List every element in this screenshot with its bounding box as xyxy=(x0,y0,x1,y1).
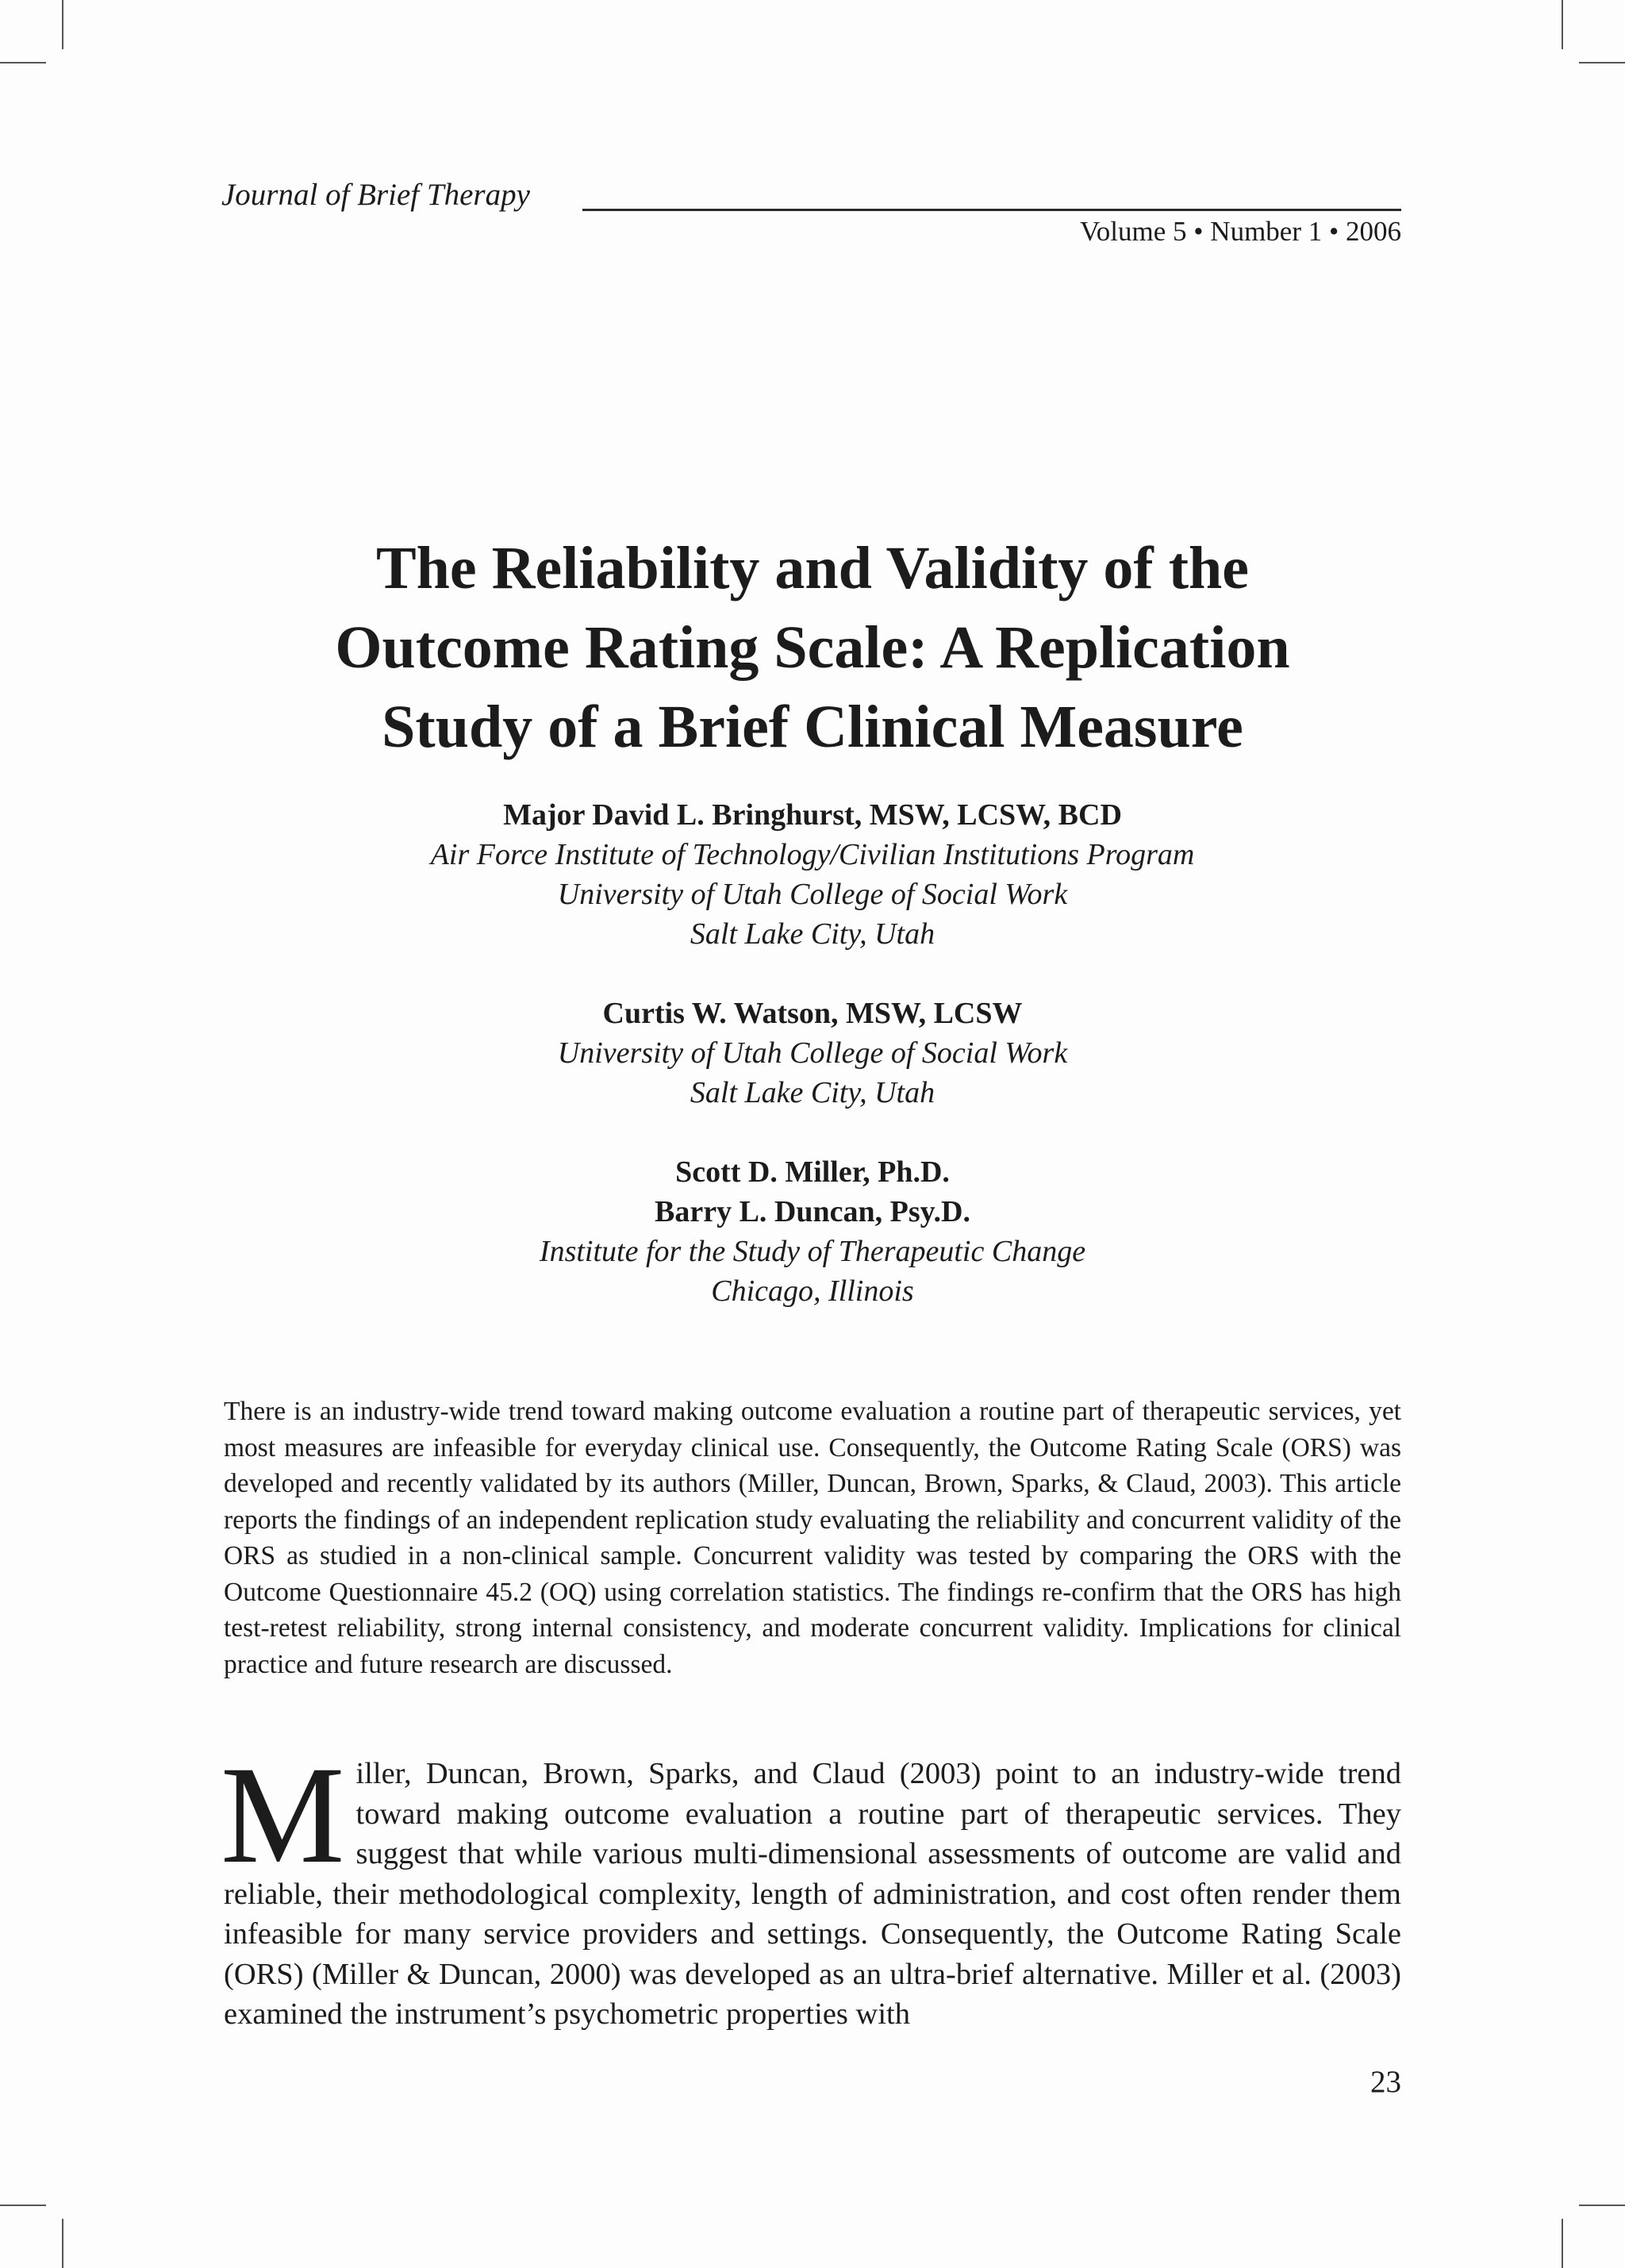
author-affiliation: University of Utah College of Social Work xyxy=(557,1036,1068,1070)
crop-mark xyxy=(1579,2205,1625,2206)
crop-mark xyxy=(1562,2219,1563,2268)
crop-mark xyxy=(62,2219,63,2268)
body-text: iller, Duncan, Brown, Sparks, and Claud (2003) point to an industry-wide trend toward making outcome evaluation a routine part of therapeutic services. They suggest that while various multi-dimensional assessments of outcome are valid and reliable, their methodological complexity, length of administration, and cost often render them infeasible for many service providers and settings. Consequently, the Outcome Rating Scale (ORS) (Miller & Duncan, 2000) was developed as an ultra-brief alternative. Miller et al. (2003) examined the instrument’s psychometric properties with xyxy=(224,1757,1401,2031)
author-name: Major David L. Bringhurst, MSW, LCSW, BCD xyxy=(503,798,1122,832)
author-affiliation: Air Force Institute of Technology/Civilian Institutions Program xyxy=(430,838,1195,871)
journal-name: Journal of Brief Therapy xyxy=(221,178,530,212)
abstract: There is an industry-wide trend toward making outcome evaluation a routine part of therapeutic services, yet most measures are infeasible for everyday clinical use. Consequently, the Outcome Rating Scale (ORS) was developed and recently validated by its authors (Miller, Duncan, Brown, Sparks, & Claud, 2003). This article reports the findings of an independent replication study evaluating the reliability and concurrent validity of the ORS as studied in a non-clinical sample. Concurrent validity was tested by comparing the ORS with the Outcome Questionnaire 45.2 (OQ) using correlation statistics. The findings re-confirm that the ORS has high test-retest reliability, strong internal consistency, and moderate concurrent validity. Implications for clinical practice and future research are discussed. xyxy=(224,1397,1401,1679)
article-title xyxy=(182,529,1443,767)
title-line: Outcome Rating Scale: A Replication xyxy=(335,614,1290,681)
body-paragraph xyxy=(221,1738,1401,2035)
author-affiliation: Salt Lake City, Utah xyxy=(690,917,935,951)
author-name: Curtis W. Watson, MSW, LCSW xyxy=(602,997,1023,1030)
volume-info: Volume 5 • Number 1 • 2006 xyxy=(1080,216,1401,247)
title-line: The Reliability and Validity of the xyxy=(375,535,1250,602)
author-affiliation: Institute for the Study of Therapeutic Change xyxy=(539,1235,1086,1268)
crop-mark xyxy=(0,2205,46,2206)
crop-mark xyxy=(1562,0,1563,49)
title-line: Study of a Brief Clinical Measure xyxy=(382,694,1243,760)
crop-mark xyxy=(62,0,63,49)
author-affiliation: Chicago, Illinois xyxy=(711,1274,914,1308)
drop-cap: M xyxy=(221,1738,345,1893)
author-name: Barry L. Duncan, Psy.D. xyxy=(655,1195,970,1228)
page-number: 23 xyxy=(1370,2065,1401,2099)
author-name: Scott D. Miller, Ph.D. xyxy=(675,1155,950,1189)
crop-mark xyxy=(0,62,46,63)
author-block xyxy=(182,795,1443,1311)
author-affiliation: University of Utah College of Social Work xyxy=(557,878,1068,911)
crop-mark xyxy=(1579,62,1625,63)
header-rule xyxy=(582,209,1401,211)
author-affiliation: Salt Lake City, Utah xyxy=(690,1076,935,1109)
